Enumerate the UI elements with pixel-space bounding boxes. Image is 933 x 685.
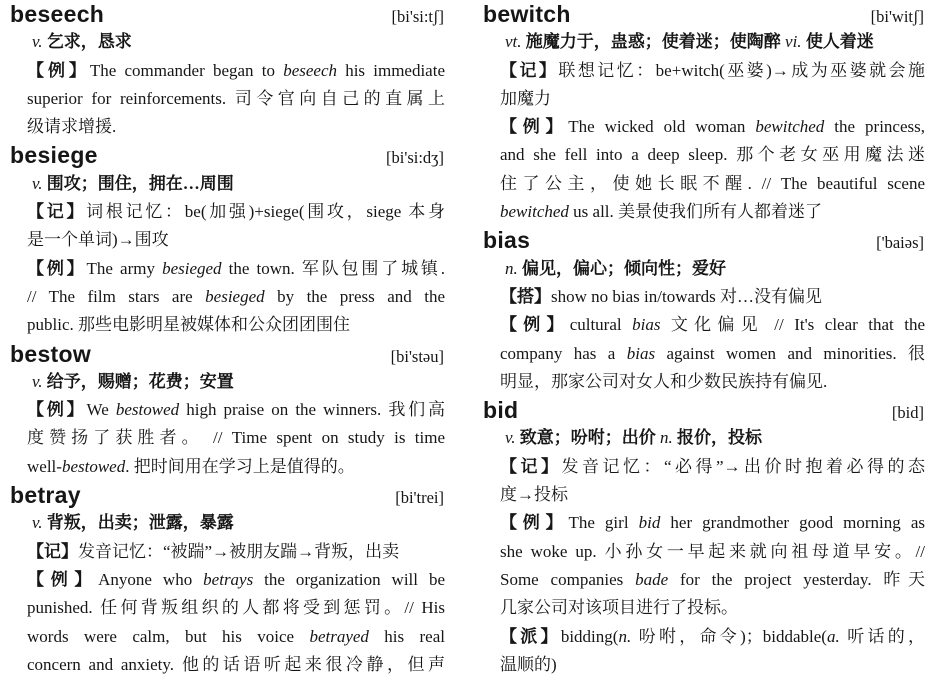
italic-term: vt. [505, 32, 522, 52]
entry-head [483, 396, 925, 424]
italic-term: bid [638, 513, 661, 533]
note-line [10, 57, 445, 85]
left-column [10, 0, 445, 679]
sense-line [483, 424, 925, 452]
text-run: 温顺的) [500, 654, 557, 674]
phonetic: [bi'si:tʃ] [391, 7, 444, 26]
note-line [483, 538, 925, 566]
italic-term: bestowed [61, 456, 126, 476]
entry-head [10, 141, 445, 169]
text-run: // The film stars are [27, 286, 206, 306]
text-run: high praise on the winners. 我们高 [179, 400, 445, 420]
text-run: company has a [500, 343, 627, 363]
note-line [10, 85, 445, 113]
text-run: the organization will be [253, 569, 445, 589]
italic-term: bewitched [755, 117, 825, 137]
italic-term: vi. [785, 32, 802, 52]
sense-line [10, 368, 445, 396]
text-run: bidding( [560, 626, 619, 646]
sense-line [10, 170, 445, 198]
note-block [10, 255, 445, 340]
phonetic: [bi'si:dʒ] [386, 148, 444, 168]
note-line [483, 594, 925, 622]
text-run: us all. 美景使我们所有人都着迷了 [568, 202, 823, 222]
dictionary-entry [10, 0, 445, 141]
text-run: cultural [569, 315, 633, 335]
headword: bewitch [483, 1, 571, 27]
text-run: 级请求增援. [27, 117, 117, 137]
note-line [10, 396, 445, 424]
text-run: 报价，投标 [672, 428, 763, 448]
text-run: The wicked old woman [568, 117, 756, 137]
note-line [483, 368, 925, 396]
note-block [483, 623, 925, 680]
note-line [10, 198, 445, 226]
sense-line [483, 28, 925, 56]
italic-term: n. [660, 428, 673, 448]
text-run: the town. 军队包围了城镇. [221, 258, 445, 278]
italic-term: bewitched [500, 202, 569, 222]
text-run: the princess, [824, 117, 925, 137]
text-run: 致意；吩咐；出价 [515, 428, 661, 448]
text-run: and she fell into a deep sleep. 那个老女巫用魔法迷 [500, 145, 925, 165]
headword: beseech [10, 1, 105, 27]
italic-term: besieged [205, 286, 265, 306]
italic-term: bias [626, 343, 656, 363]
note-block [483, 509, 925, 622]
text-run: 是一个单词)→围攻 [27, 230, 169, 250]
note-line [10, 283, 445, 311]
italic-term: besieged [162, 258, 222, 278]
note-label: 【例】 [27, 60, 90, 80]
phonetic: [bi'trei] [395, 488, 444, 508]
italic-term: v. [32, 173, 43, 193]
note-line [483, 509, 925, 537]
italic-term: n. [505, 258, 518, 278]
sense-line [483, 255, 925, 283]
note-line [483, 85, 925, 113]
note-label: 【记】 [27, 541, 78, 561]
note-line [483, 198, 925, 226]
note-label: 【例】 [500, 117, 569, 137]
note-block [10, 538, 445, 566]
note-label: 【例】 [500, 513, 569, 533]
text-run: show no bias in/towards 对…没有偏见 [551, 286, 823, 306]
note-line [10, 453, 445, 481]
note-label: 【例】 [27, 258, 87, 278]
note-line [10, 311, 445, 339]
note-label: 【记】 [27, 202, 87, 222]
note-block [483, 283, 925, 311]
text-run: The girl [568, 513, 639, 533]
note-line [10, 113, 445, 141]
text-run: 使人着迷 [801, 32, 874, 52]
note-line [10, 226, 445, 254]
note-block [10, 198, 445, 255]
sense-line [10, 509, 445, 537]
note-line [483, 170, 925, 198]
italic-term: v. [32, 513, 43, 533]
dictionary-entry [483, 226, 925, 396]
note-label: 【例】 [27, 569, 99, 589]
note-line [10, 538, 445, 566]
note-line [483, 481, 925, 509]
note-block [10, 566, 445, 679]
text-run: punished. 任何背叛组织的人都将受到惩罚。// His [27, 598, 445, 618]
note-line [10, 566, 445, 594]
text-run: concern and anxiety. 他的话语听起来很冷静，但声 [27, 654, 445, 674]
text-run: 加魔力 [500, 88, 551, 108]
dictionary-entry [10, 141, 445, 339]
text-run: 施魔力于，蛊惑；使着迷；使陶醉 [521, 32, 786, 52]
note-line [483, 113, 925, 141]
dictionary-entry [10, 481, 445, 679]
text-run: public. 那些电影明星被媒体和公众团团围住 [27, 315, 350, 335]
headword: bias [483, 227, 531, 254]
text-run: 发音记忆：“被踹”→被朋友踹→背叛，出卖 [78, 541, 400, 561]
note-block [483, 113, 925, 226]
text-run: 吩咐，命令)；biddable( [631, 626, 827, 646]
italic-term: v. [32, 371, 43, 391]
note-line [483, 340, 925, 368]
note-label: 【例】 [27, 400, 87, 420]
text-run: for the project yesterday. 昨天 [668, 569, 925, 589]
italic-term: v. [505, 428, 516, 448]
note-line [483, 141, 925, 169]
note-line [483, 566, 925, 594]
text-run: . 把时间用在学习上是值得的。 [125, 456, 355, 476]
text-run: 联想记忆：be+witch(巫婆)→成为巫婆就会施 [558, 60, 925, 80]
italic-term: bias [632, 315, 661, 335]
note-line [10, 255, 445, 283]
note-label: 【派】 [500, 626, 561, 646]
text-run: The commander began to [89, 60, 284, 80]
text-run: The army [86, 258, 163, 278]
note-block [483, 311, 925, 396]
note-line [10, 594, 445, 622]
text-run: 给予，赐赠；花费；安置 [42, 371, 234, 391]
note-line [10, 623, 445, 651]
headword: bid [483, 397, 519, 424]
text-run: 度赞扬了获胜者。 // Time spent on study is time [27, 428, 445, 448]
text-run: 明显，那家公司对女人和少数民族持有偏见. [500, 371, 828, 391]
note-line [483, 57, 925, 85]
dictionary-entry [483, 0, 925, 226]
italic-term: betrayed [309, 626, 369, 646]
text-run: her grandmother good morning as [660, 513, 925, 533]
note-line [10, 424, 445, 452]
text-run: 发音记忆：“必得”→出价时抱着必得的态 [561, 456, 925, 476]
text-run: superior for reinforcements. 司令官向自己的直属上 [27, 88, 445, 108]
entry-head [10, 340, 445, 368]
italic-term: n. [618, 626, 632, 646]
note-label: 【搭】 [500, 286, 551, 306]
italic-term: bade [635, 569, 669, 589]
text-run: 文化偏见 // It's clear that the [660, 315, 925, 335]
entry-head [10, 481, 445, 509]
sense-line [10, 28, 445, 56]
entry-head [483, 0, 925, 28]
italic-term: betrays [203, 569, 254, 589]
note-label: 【记】 [500, 456, 562, 476]
text-run: 听话的， [839, 626, 925, 646]
text-run: 乞求，恳求 [42, 32, 132, 52]
text-run: Some companies [500, 569, 636, 589]
dictionary-entry [483, 396, 925, 679]
text-run: his real [368, 626, 445, 646]
note-line [483, 283, 925, 311]
text-run: words were calm, but his voice [27, 626, 310, 646]
italic-term: a. [826, 626, 840, 646]
headword: besiege [10, 142, 98, 169]
text-run: 围攻；围住，拥在…周围 [42, 173, 234, 193]
italic-term: bestowed [115, 400, 180, 420]
right-column [483, 0, 925, 679]
text-run: well- [27, 456, 62, 476]
text-run: by the press and the [264, 286, 445, 306]
note-block [483, 57, 925, 114]
entry-head [10, 0, 445, 28]
entry-head [483, 226, 925, 254]
note-line [483, 311, 925, 339]
phonetic: ['baiəs] [876, 233, 924, 253]
phonetic: [bid] [891, 403, 924, 423]
note-block [10, 57, 445, 142]
note-label: 【记】 [500, 60, 559, 80]
note-label: 【例】 [500, 315, 570, 335]
dictionary-entry [10, 340, 445, 481]
phonetic: [bi'witʃ] [870, 7, 924, 26]
note-line [483, 453, 925, 481]
note-block [10, 396, 445, 481]
text-run: We [86, 400, 116, 420]
text-run: 偏见，偏心；倾向性；爱好 [517, 258, 726, 278]
headword: betray [10, 482, 81, 509]
text-run: 住了公主，使她长眠不醒. // The beautiful scene [500, 173, 925, 193]
text-run: against women and minorities. 很 [655, 343, 925, 363]
text-run: she woke up. 小孙女一早起来就向祖母道早安。// [500, 541, 925, 561]
text-run: 词根记忆：be(加强)+siege(围攻，siege 本身 [86, 202, 445, 222]
note-line [10, 651, 445, 679]
text-run: 背叛，出卖；泄露，暴露 [42, 513, 234, 533]
text-run: his immediate [337, 60, 445, 80]
text-run: Anyone who [98, 569, 204, 589]
italic-term: beseech [283, 60, 337, 80]
phonetic: [bi'stəu] [390, 346, 444, 366]
italic-term: v. [32, 32, 43, 52]
headword: bestow [10, 340, 92, 367]
note-block [483, 453, 925, 510]
note-line [483, 651, 925, 679]
text-run: 几家公司对该项目进行了投标。 [500, 598, 738, 618]
note-line [483, 623, 925, 651]
text-run: 度→投标 [500, 485, 568, 505]
